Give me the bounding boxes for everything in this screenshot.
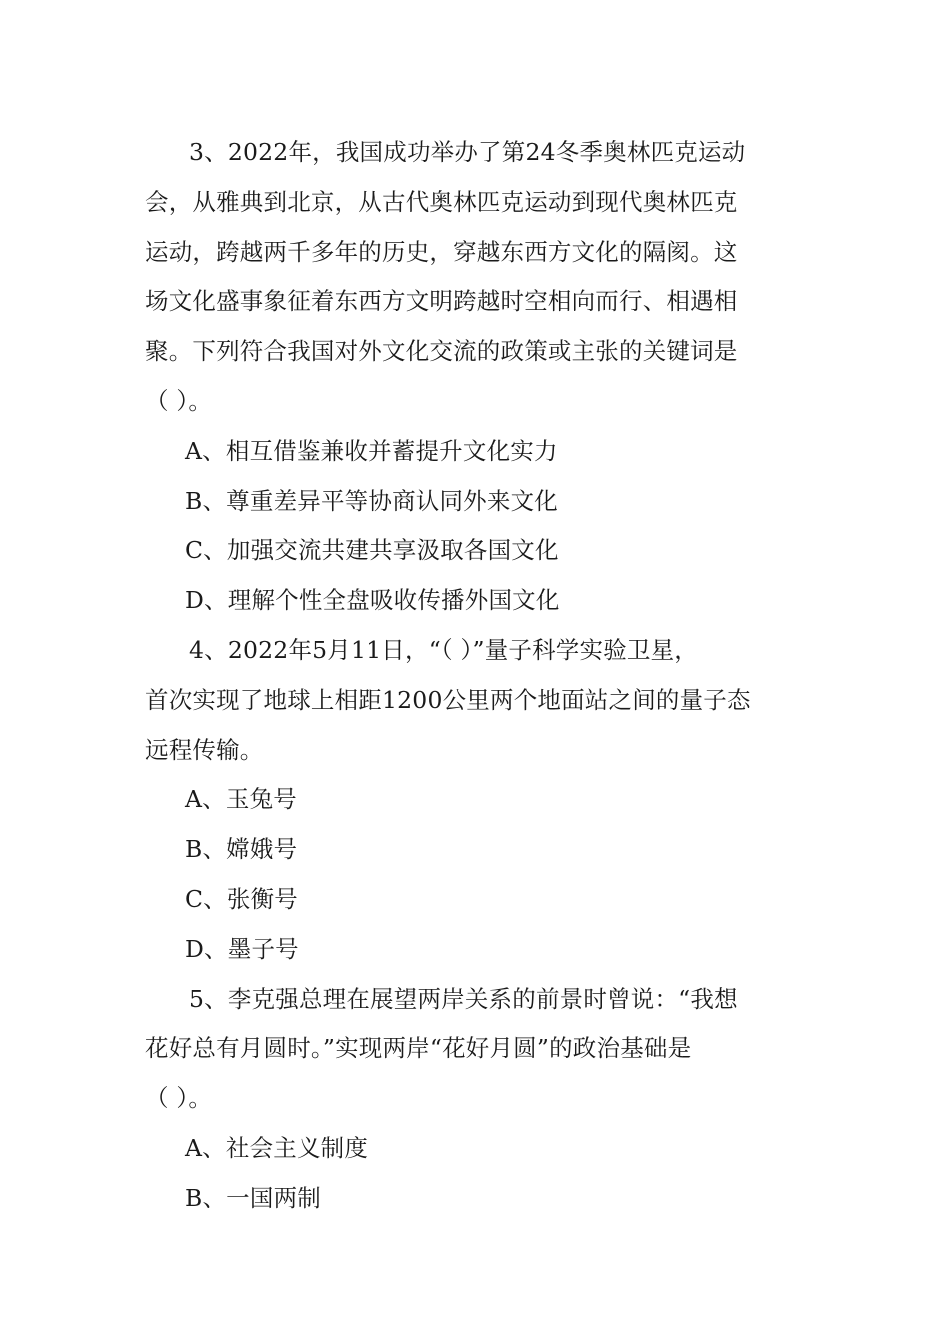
question-3-line-1: 3、2022年，我国成功举办了第24冬季奥林匹克运动 — [189, 138, 746, 166]
question-4-option-a: A、玉兔号 — [185, 785, 297, 814]
question-3-option-c: C、加强交流共建共享汲取各国文化 — [185, 536, 559, 565]
question-4-line-2: 首次实现了地球上相距1200公里两个地面站之间的量子态 — [145, 685, 751, 714]
question-5-line-3: （ ）。 — [145, 1084, 213, 1113]
question-3-line-3: 运动，跨越两千多年的历史，穿越东西方文化的隔阂。这 — [145, 237, 738, 266]
question-3-line-2: 会，从雅典到北京，从古代奥林匹克运动到现代奥林匹克 — [145, 187, 738, 216]
question-3-option-a: A、相互借鉴兼收并蓄提升文化实力 — [185, 436, 558, 465]
question-3-option-d: D、理解个性全盘吸收传播外国文化 — [185, 586, 560, 615]
question-5-option-b: B、一国两制 — [185, 1183, 321, 1212]
question-4-line-1: 4、2022年5月11日，“（ ）”量子科学实验卫星， — [189, 635, 699, 664]
question-5-line-2: 花好总有月圆时。”实现两岸“花好月圆”的政治基础是 — [145, 1034, 692, 1063]
question-3-line-6: （ ）。 — [145, 386, 213, 415]
exam-content — [145, 128, 815, 1224]
question-4-option-b: B、嫦娥号 — [185, 835, 298, 864]
question-5-option-a: A、社会主义制度 — [185, 1133, 369, 1162]
question-5-line-1: 5、李克强总理在展望两岸关系的前景时曾说：“我想 — [189, 984, 738, 1013]
question-4-option-d: D、墨子号 — [185, 934, 299, 963]
question-4-option-c: C、张衡号 — [185, 884, 298, 913]
question-3-line-4: 场文化盛事象征着东西方文明跨越时空相向而行、相遇相 — [145, 287, 738, 316]
question-3-line-5: 聚。下列符合我国对外文化交流的政策或主张的关键词是 — [145, 337, 738, 366]
question-3-option-b: B、尊重差异平等协商认同外来文化 — [185, 486, 558, 515]
question-4-line-3: 远程传输。 — [145, 735, 264, 764]
